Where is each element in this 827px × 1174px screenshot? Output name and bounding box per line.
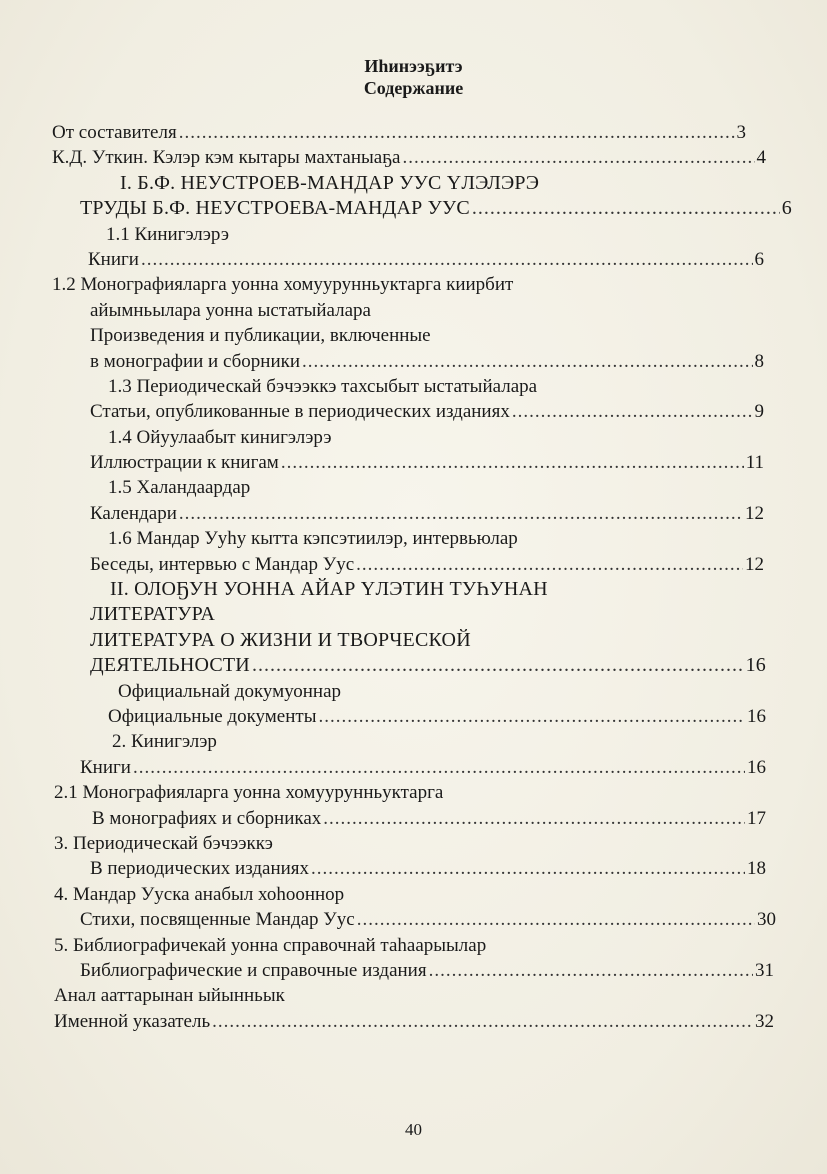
toc-entry-text: айымньылара уонна ыстатыйалара [90, 299, 371, 321]
toc-entry [52, 196, 792, 221]
toc-entry [52, 323, 782, 348]
toc-entry [52, 526, 782, 551]
toc-entry [52, 399, 764, 424]
toc-entry [52, 958, 774, 983]
toc-entry [52, 653, 766, 678]
toc-entry-page: 17 [747, 807, 766, 829]
toc-entry-text: Произведения и публикации, включенные [90, 325, 431, 347]
toc-entry-text: Календари [90, 502, 177, 524]
toc-entry [52, 780, 782, 805]
toc-entry-text: Беседы, интервью с Мандар Уус [90, 553, 355, 575]
toc-entry-page: 16 [747, 705, 766, 727]
toc-entry [52, 882, 782, 907]
toc-entry-page: 3 [736, 122, 746, 143]
toc-entry-text: Статьи, опубликованные в периодических изданиях [90, 401, 510, 423]
table-of-contents [52, 120, 792, 1034]
toc-entry [52, 349, 764, 374]
toc-entry-page: 31 [755, 959, 774, 981]
toc-entry [52, 552, 764, 577]
toc-entry-text: 1.2 Монографияларга уонна хомуурунньуктарга киирбит [52, 274, 514, 296]
toc-entry-page: 32 [755, 1010, 774, 1032]
toc-entry [52, 933, 782, 958]
toc-entry [52, 729, 782, 754]
toc-entry-text: ДЕЯТЕЛЬНОСТИ [90, 654, 250, 677]
toc-entry [52, 475, 782, 500]
toc-entry-text: 1.3 Периодическай бэчээккэ тахсыбыт ыстатыйалара [108, 375, 538, 397]
toc-entry-text: ЛИТЕРАТУРА О ЖИЗНИ И ТВОРЧЕСКОЙ [90, 628, 471, 651]
toc-entry-page: 12 [745, 553, 764, 575]
toc-entry-page: 6 [754, 248, 764, 270]
toc-entry-text: Именной указатель [54, 1010, 211, 1032]
toc-entry-text: В периодических изданиях [90, 858, 310, 880]
toc-entry [52, 1009, 774, 1034]
title-russian: Содержание [363, 78, 464, 98]
toc-entry [52, 679, 782, 704]
toc-entry [52, 628, 782, 653]
toc-entry-text: 1.1 Кинигэлэрэ [106, 223, 230, 245]
toc-entry-page: 12 [745, 502, 764, 524]
toc-entry-page: 30 [757, 909, 776, 931]
toc-entry-page: 16 [747, 756, 766, 778]
toc-entry-page: 8 [754, 350, 764, 372]
toc-entry-page: 9 [754, 401, 764, 423]
toc-entry [52, 145, 766, 170]
toc-entry [52, 222, 782, 247]
toc-entry-text: Иллюстрации к книгам [90, 452, 279, 474]
toc-entry-text: Анал ааттарынан ыйынньык [54, 985, 285, 1007]
toc-entry [52, 298, 782, 323]
toc-entry-page: 4 [756, 147, 766, 169]
toc-entry-text: От составителя [52, 122, 177, 143]
toc-entry [52, 983, 782, 1008]
toc-entry-text: 5. Библиографичекай уонна справочнай таһаарыылар [54, 934, 487, 956]
toc-entry [52, 856, 766, 881]
toc-entry [52, 171, 782, 196]
toc-entry [52, 602, 782, 627]
toc-entry-text: Книги [80, 756, 131, 778]
toc-entry [52, 247, 764, 272]
toc-entry-text: Официальные документы [108, 705, 317, 727]
toc-entry-text: 1.4 Ойуулаабыт кинигэлэрэ [108, 426, 332, 448]
toc-entry-text: В монографиях и сборниках [92, 807, 322, 829]
toc-entry-text: ЛИТЕРАТУРА [90, 603, 216, 626]
toc-entry-text: 2.1 Монографияларга уонна хомуурунньуктарга [54, 782, 444, 804]
toc-entry-text: Стихи, посвященные Мандар Уус [80, 909, 355, 931]
toc-entry-text: К.Д. Уткин. Кэлэр кэм кытары махтаныаҕа [52, 147, 401, 169]
toc-entry-text: Книги [88, 248, 139, 270]
toc-entry-text: 1.6 Мандар Ууһу кытта кэпсэтиилэр, интервьюлар [108, 528, 518, 550]
toc-entry [52, 374, 782, 399]
toc-entry [52, 450, 764, 475]
toc-entry [52, 831, 782, 856]
toc-entry [52, 272, 782, 297]
toc-entry-text: Официальнай докумуоннар [118, 680, 341, 702]
toc-entry [52, 577, 782, 602]
toc-entry [52, 120, 746, 145]
toc-entry-page: 11 [745, 452, 764, 474]
toc-entry-text: 4. Мандар Ууска анабыл хоһооннор [54, 883, 345, 905]
title-sakha: Иһинээҕитэ [364, 56, 463, 76]
toc-entry-text: ТРУДЫ Б.Ф. НЕУСТРОЕВА-МАНДАР УУС [80, 197, 470, 220]
toc-entry-page: 6 [781, 197, 792, 220]
toc-entry-text: 2. Кинигэлэр [112, 731, 217, 753]
toc-entry-page: 16 [745, 654, 766, 677]
toc-entry-text: 3. Периодическай бэчээккэ [54, 832, 273, 854]
toc-entry [52, 425, 782, 450]
page-number: 40 [405, 1120, 422, 1139]
toc-entry-text: I. Б.Ф. НЕУСТРОЕВ-МАНДАР УУС ҮЛЭЛЭРЭ [120, 171, 540, 194]
toc-entry-text: в монографии и сборники [90, 350, 301, 372]
toc-entry [52, 806, 766, 831]
toc-entry [52, 501, 764, 526]
toc-entry-page: 18 [747, 858, 766, 880]
toc-entry-text: II. ОЛОҔУН УОННА АЙАР ҮЛЭТИН ТУҺУНАН [110, 578, 548, 601]
toc-entry-text: Библиографические и справочные издания [80, 959, 427, 981]
toc-entry [52, 704, 766, 729]
toc-entry [52, 755, 766, 780]
toc-entry [52, 907, 776, 932]
toc-entry-text: 1.5 Халандаардар [108, 477, 251, 499]
